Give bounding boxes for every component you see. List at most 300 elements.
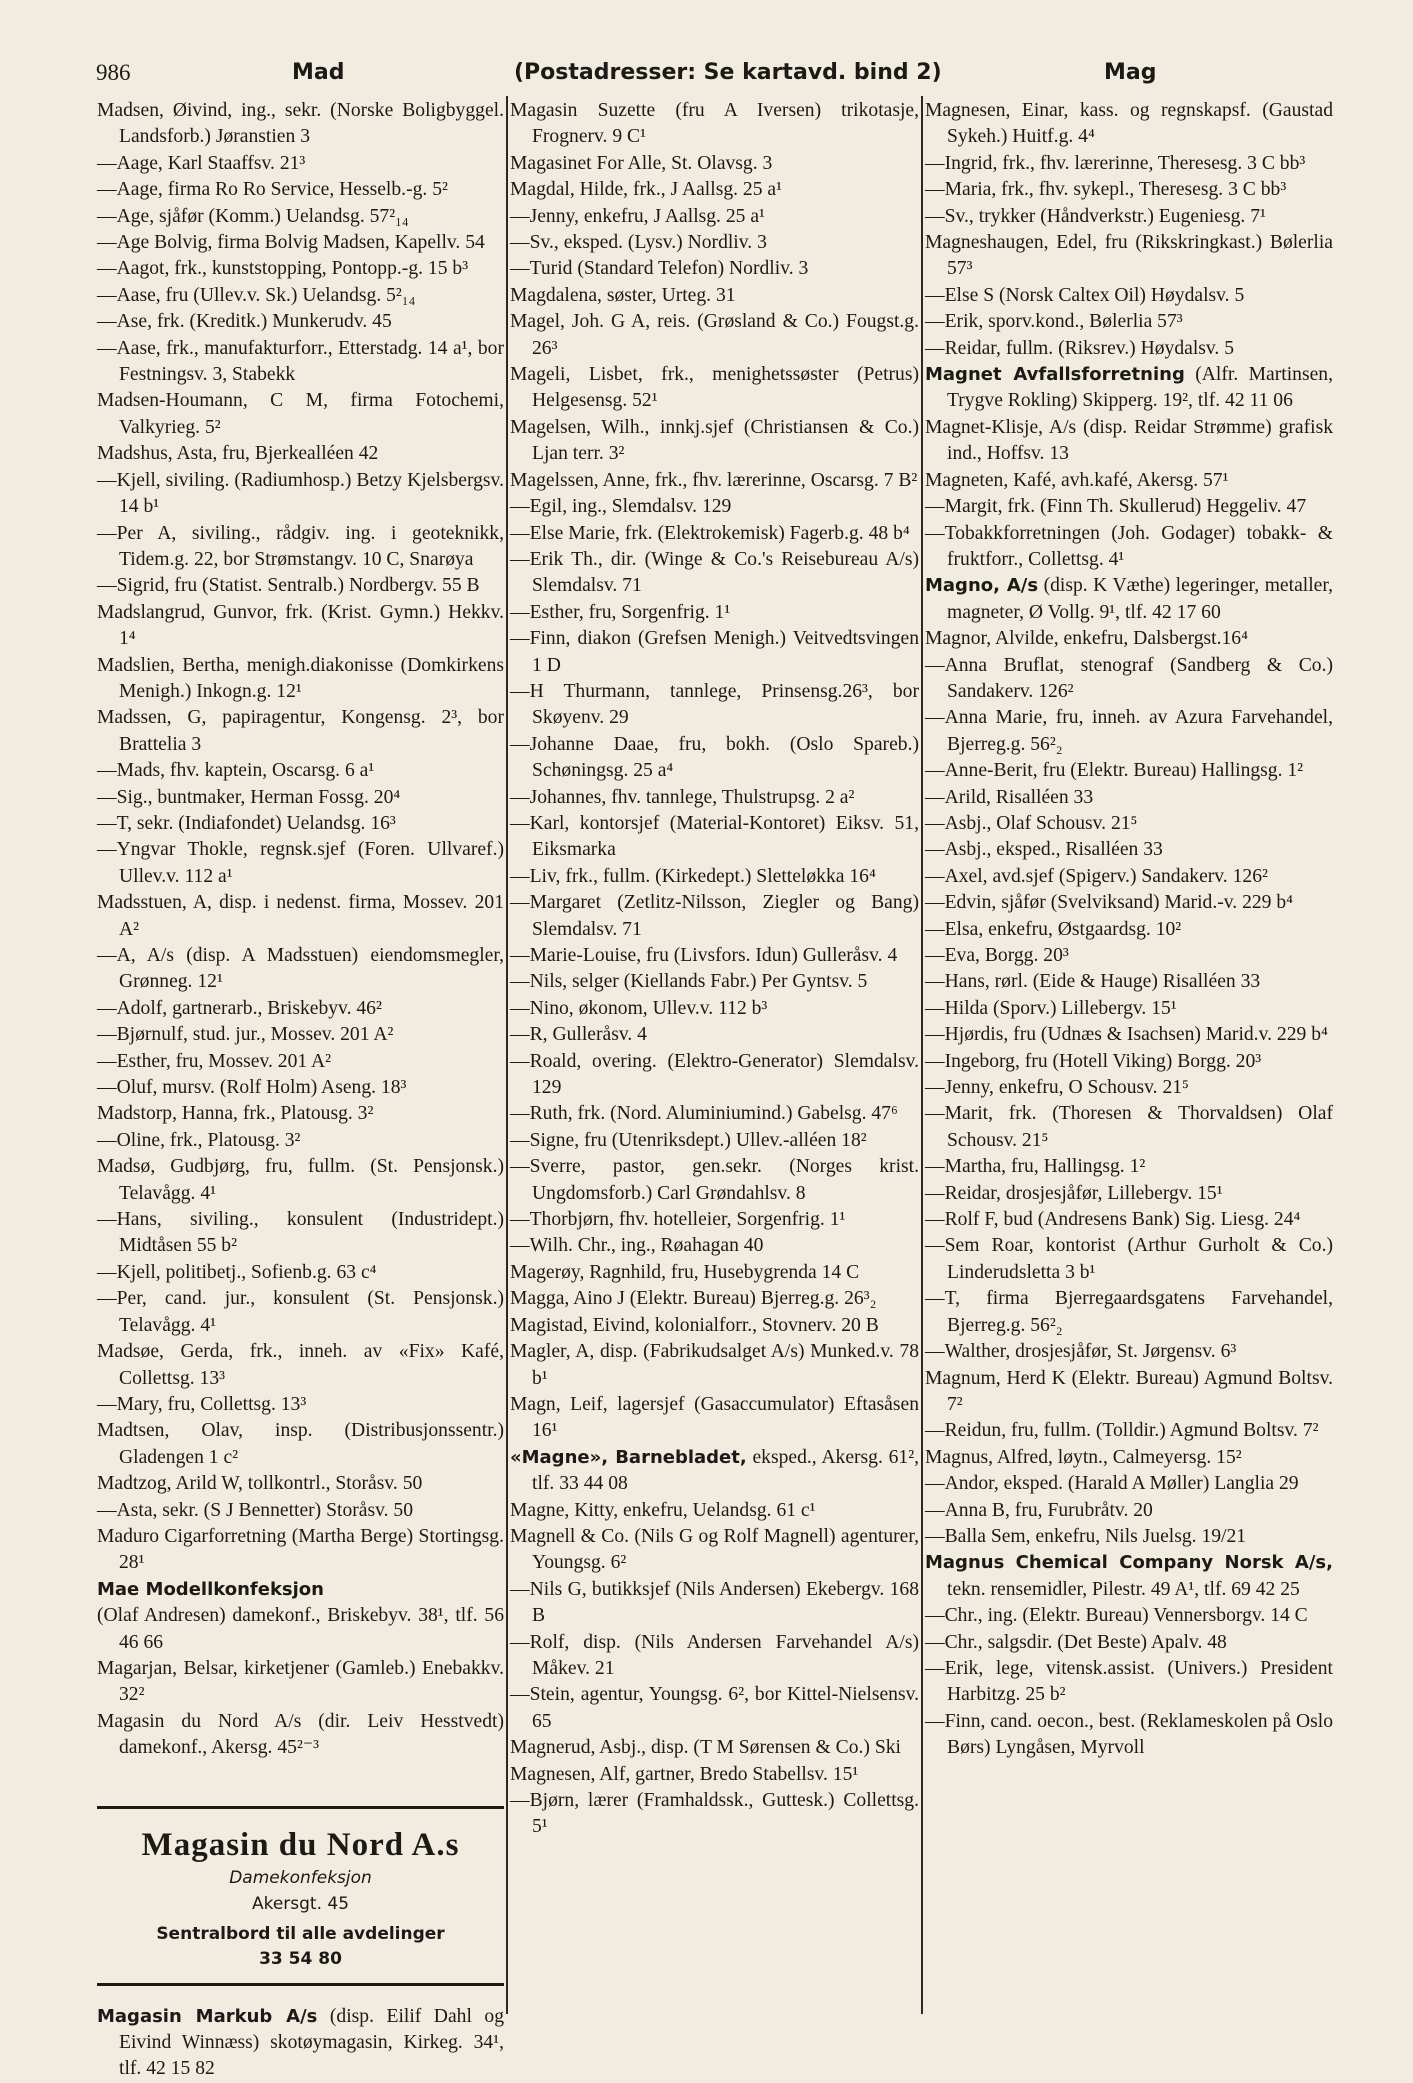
- directory-entry: [925, 1075, 1333, 1101]
- entry-text: (Alfr. Martinsen, Trygve Rokling) Skipperg. 19², tlf. 42 11 06: [947, 364, 1333, 412]
- entry-text: —Bjørnulf, stud. jur., Mossev. 201 A²: [97, 1024, 394, 1046]
- entry-text: Magasinet For Alle, St. Olavsg. 3: [510, 152, 773, 174]
- entry-text: Magdalena, søster, Urteg. 31: [510, 284, 736, 306]
- entry-text: —Andor, eksped. (Harald A Møller) Langlia 29: [925, 1473, 1299, 1495]
- directory-entry: [97, 336, 504, 389]
- directory-entry: [925, 1709, 1333, 1762]
- directory-entry: [510, 1128, 919, 1154]
- directory-entry: [510, 996, 919, 1022]
- entry-text: —Marie-Louise, fru (Livsfors. Idun) Gulleråsv. 4: [510, 945, 898, 966]
- ad-title: Magasin du Nord A.s: [141, 1826, 460, 1863]
- entry-text: —Martha, fru, Hallingsg. 1²: [925, 1156, 1146, 1178]
- entry-text: —A, A/s (disp. A Madsstuen) eiendomsmegler, Grønneg. 12¹: [97, 945, 504, 993]
- directory-entry: [925, 1418, 1333, 1444]
- directory-entry: [510, 283, 919, 309]
- directory-entry: [925, 1049, 1333, 1075]
- directory-entry: [97, 600, 504, 653]
- entry-text: —Hans, siviling., konsulent (Industridept.) Midtåsen 55 b²: [97, 1209, 504, 1257]
- entry-text: —Chr., salgsdir. (Det Beste) Apalv. 48: [925, 1631, 1227, 1653]
- directory-entry: [925, 1207, 1333, 1233]
- directory-entry: [97, 943, 504, 996]
- entry-text: Magarjan, Belsar, kirketjener (Gamleb.) Enebakkv. 32²: [97, 1657, 504, 1706]
- column-divider: [921, 96, 923, 2014]
- directory-entry: [510, 1286, 919, 1312]
- directory-entry: [97, 441, 504, 467]
- column-1-tail-entries: [97, 2004, 504, 2083]
- entry-text: —Nino, økonom, Ullev.v. 112 b³: [510, 997, 768, 1019]
- column-divider: [506, 96, 508, 2014]
- entry-text: —Rolf, disp. (Nils Andersen Farvehandel A/s) Måkev. 21: [510, 1631, 919, 1679]
- entry-text: Madsen, Øivind, ing., sekr. (Norske Boligbyggel. Landsforb.) Jøranstien 3: [97, 100, 504, 148]
- entry-text: —R, Gulleråsv. 4: [510, 1024, 647, 1046]
- directory-entry: [510, 1445, 919, 1498]
- entry-text: —Asta, sekr. (S J Bennetter) Storåsv. 50: [97, 1499, 413, 1521]
- entry-text: —Sv., trykker (Håndverkstr.) Eugeniesg. 7¹: [925, 205, 1266, 227]
- directory-entry: [510, 1630, 919, 1683]
- column-2-entries: [510, 98, 919, 1841]
- directory-entry: [97, 1498, 504, 1524]
- directory-entry: [925, 890, 1333, 916]
- entry-text: —Karl, kontorsjef (Material-Kontoret) Eiksv. 51, Eiksmarka: [510, 812, 919, 861]
- entry-text: —Asbj., eksped., Risalléen 33: [925, 839, 1163, 861]
- directory-entry: [510, 468, 919, 494]
- directory-entry: [925, 1366, 1333, 1419]
- column-2: [510, 98, 919, 2013]
- directory-entry: [510, 969, 919, 995]
- entry-text: —Nils, selger (Kiellands Fabr.) Per Gyntsv. 5: [510, 971, 868, 993]
- directory-entry: [925, 943, 1333, 969]
- entry-text: Mageli, Lisbet, frk., menighetssøster (Petrus) Helgesensg. 52¹: [510, 364, 919, 412]
- entry-text: —Else Marie, frk. (Elektrokemisk) Fagerb.g. 48 b⁴: [510, 522, 910, 544]
- directory-entry: [97, 837, 504, 890]
- entry-text: tekn. rensemidler, Pilestr. 49 A¹, tlf. 69 42 25: [947, 1578, 1300, 1600]
- directory-entry: [510, 1682, 919, 1735]
- entry-text: Magneten, Kafé, avh.kafé, Akersg. 57¹: [925, 469, 1229, 491]
- directory-entry: [97, 1577, 504, 1603]
- directory-entry: [97, 1260, 504, 1286]
- entry-text: —Finn, cand. oecon., best. (Reklameskolen på Oslo Børs) Lyngåsen, Myrvoll: [925, 1710, 1333, 1759]
- entry-text: —Jenny, enkefru, J Aallsg. 25 a¹: [510, 205, 765, 227]
- directory-entry: [97, 2004, 504, 2083]
- directory-entry: [925, 1603, 1333, 1629]
- entry-text: Magne, Kitty, enkefru, Uelandsg. 61 c¹: [510, 1499, 816, 1521]
- header-right-guideword: Mag: [1104, 60, 1157, 85]
- directory-entry: [925, 1630, 1333, 1656]
- entry-text: —Hans, rørl. (Eide & Hauge) Risalléen 33: [925, 971, 1261, 993]
- directory-entry: [510, 943, 919, 969]
- directory-entry: [510, 309, 919, 362]
- directory-entry: [925, 573, 1333, 626]
- directory-entry: [97, 177, 504, 203]
- entry-text: Magneshaugen, Edel, fru (Rikskringkast.) Bølerlia 57³: [925, 232, 1333, 280]
- directory-entry: [510, 177, 919, 203]
- directory-entry: [97, 758, 504, 784]
- entry-text: Magnell & Co. (Nils G og Rolf Magnell) agenturer, Youngsg. 6²: [510, 1525, 919, 1574]
- directory-entry: [925, 1445, 1333, 1471]
- entry-text: —Turid (Standard Telefon) Nordliv. 3: [510, 258, 809, 280]
- entry-text: —Walther, drosjesjåfør, St. Jørgensv. 6³: [925, 1341, 1237, 1363]
- directory-entry: [510, 1260, 919, 1286]
- entry-text: —Aase, fru (Ullev.v. Sk.) Uelandsg. 5²₁₄: [97, 284, 416, 306]
- directory-entry: [510, 1154, 919, 1207]
- directory-entry: [97, 1471, 504, 1497]
- directory-entry: [97, 785, 504, 811]
- entry-text: Magn, Leif, lagersjef (Gasaccumulator) Eftasåsen 16¹: [510, 1393, 919, 1442]
- entry-text: —Anna Bruflat, stenograf (Sandberg & Co.) Sandakerv. 126²: [925, 654, 1333, 702]
- entry-text: —Oluf, mursv. (Rolf Holm) Aseng. 18³: [97, 1077, 407, 1099]
- directory-entry: [510, 1207, 919, 1233]
- directory-entry: [925, 494, 1333, 520]
- entry-text: Madtsen, Olav, insp. (Distribusjonssentr.) Gladengen 1 c²: [97, 1420, 504, 1468]
- directory-entry: [510, 1392, 919, 1445]
- entry-text: —Margit, frk. (Finn Th. Skullerud) Heggeliv. 47: [925, 496, 1307, 518]
- entry-text: —Wilh. Chr., ing., Røahagan 40: [510, 1235, 764, 1257]
- entry-text: —Signe, fru (Utenriksdept.) Ullev.-alléen 18²: [510, 1129, 867, 1151]
- entry-text: —Ase, frk. (Kreditk.) Munkerudv. 45: [97, 311, 392, 333]
- entry-text: Magel, Joh. G A, reis. (Grøsland & Co.) Fougst.g. 26³: [510, 311, 919, 359]
- entry-text: —Erik, lege, vitensk.assist. (Univers.) President Harbitzg. 25 b²: [925, 1657, 1333, 1706]
- entry-text: Magler, A, disp. (Fabrikudsalget A/s) Munked.v. 78 b¹: [510, 1341, 919, 1389]
- entry-text: —Sv., eksped. (Lysv.) Nordliv. 3: [510, 232, 767, 254]
- entry-text: —Jenny, enkefru, O Schousv. 21⁵: [925, 1077, 1189, 1099]
- directory-entry: [925, 1550, 1333, 1603]
- entry-text: —Anna Marie, fru, inneh. av Azura Farvehandel, Bjerreg.g. 56²₂: [925, 707, 1333, 755]
- entry-bold-name: Magnus Chemical Company Norsk A/s,: [925, 1552, 1333, 1574]
- entry-text: —Reidun, fru, fullm. (Tolldir.) Agmund Boltsv. 7²: [925, 1420, 1319, 1442]
- directory-entry: [925, 1233, 1333, 1286]
- directory-entry: [97, 890, 504, 943]
- entry-text: —Johanne Daae, fru, bokh. (Oslo Spareb.) Schøningsg. 25 a⁴: [510, 733, 919, 782]
- directory-entry: [925, 309, 1333, 335]
- entry-text: Madslangrud, Gunvor, frk. (Krist. Gymn.) Hekkv. 1⁴: [97, 601, 504, 650]
- directory-entry: [510, 204, 919, 230]
- column-3: [925, 98, 1333, 2013]
- entry-text: —Aagot, frk., kunststopping, Pontopp.-g. 15 b³: [97, 258, 469, 280]
- entry-text: Madsen-Houmann, C M, firma Fotochemi, Valkyrieg. 5²: [97, 390, 504, 438]
- entry-text: Madsø, Gudbjørg, fru, fullm. (St. Pensjonsk.) Telavågg. 4¹: [97, 1156, 504, 1204]
- entry-text: —Sig., buntmaker, Herman Fossg. 20⁴: [97, 786, 401, 808]
- directory-entry: [97, 1128, 504, 1154]
- directory-entry: [97, 98, 504, 151]
- directory-entry: [97, 309, 504, 335]
- entry-text: —Hilda (Sporv.) Lillebergv. 15¹: [925, 997, 1177, 1019]
- directory-entry: [925, 811, 1333, 837]
- directory-entry: [510, 1762, 919, 1788]
- directory-entry: [510, 1233, 919, 1259]
- entry-text: —Aage, firma Ro Ro Service, Hesselb.-g. 5²: [97, 179, 448, 201]
- entry-bold-name: Magnet Avfallsforretning: [925, 364, 1185, 386]
- directory-entry: [925, 1524, 1333, 1550]
- entry-text: Madstorp, Hanna, frk., Platousg. 3²: [97, 1103, 374, 1125]
- directory-entry: [510, 1735, 919, 1761]
- directory-entry: [97, 1656, 504, 1709]
- directory-entry: [510, 732, 919, 785]
- entry-text: Madsstuen, A, disp. i nedenst. firma, Mossev. 201 A²: [97, 892, 504, 940]
- entry-text: —Kjell, siviling. (Radiumhosp.) Betzy Kjelsbergsv. 14 b¹: [97, 469, 504, 518]
- entry-text: —Chr., ing. (Elektr. Bureau) Vennersborgv. 14 C: [925, 1605, 1308, 1627]
- entry-text: Madssen, G, papiragentur, Kongensg. 2³, bor Brattelia 3: [97, 707, 504, 755]
- directory-entry: [925, 1471, 1333, 1497]
- entry-text: Magnerud, Asbj., disp. (T M Sørensen & Co.) Ski: [510, 1737, 901, 1759]
- entry-text: Magerøy, Ragnhild, fru, Husebygrenda 14 C: [510, 1261, 860, 1283]
- directory-entry: [97, 230, 504, 256]
- directory-entry: [97, 996, 504, 1022]
- directory-entry: [510, 890, 919, 943]
- entry-text: —Ingrid, frk., fhv. lærerinne, Theresesg. 3 C bb³: [925, 152, 1306, 174]
- directory-entry: [510, 600, 919, 626]
- entry-text: —Yngvar Thokle, regnsk.sjef (Foren. Ullvaref.) Ullev.v. 112 a¹: [97, 839, 504, 887]
- directory-entry: [97, 1075, 504, 1101]
- directory-entry: [97, 1207, 504, 1260]
- entry-text: —Marit, frk. (Thoresen & Thorvaldsen) Olaf Schousv. 21⁵: [925, 1103, 1333, 1151]
- directory-entry: [925, 204, 1333, 230]
- entry-text: Magistad, Eivind, kolonialforr., Stovnerv. 20 B: [510, 1314, 879, 1336]
- entry-text: —Johannes, fhv. tannlege, Thulstrupsg. 2 a²: [510, 786, 855, 808]
- directory-entry: [925, 151, 1333, 177]
- directory-entry: [925, 362, 1333, 415]
- entry-text: (disp. Eilif Dahl og Eivind Winnæss) skotøymagasin, Kirkeg. 34¹, tlf. 42 15 82: [119, 2005, 504, 2080]
- directory-entry: [510, 1788, 919, 1841]
- directory-entry: [510, 98, 919, 151]
- entry-bold-name: «Magne», Barnebladet,: [510, 1446, 747, 1468]
- entry-text: —Stein, agentur, Youngsg. 6², bor Kittel-Nielsensv. 65: [510, 1684, 919, 1732]
- directory-entry: [510, 1339, 919, 1392]
- advertisement-box: [97, 1806, 504, 1986]
- directory-entry: [510, 679, 919, 732]
- directory-entry: [925, 1101, 1333, 1154]
- entry-text: —Else S (Norsk Caltex Oil) Høydalsv. 5: [925, 284, 1245, 306]
- entry-text: —Erik, sporv.kond., Bølerlia 57³: [925, 311, 1183, 333]
- entry-text: —Per, cand. jur., konsulent (St. Pensjonsk.) Telavågg. 4¹: [97, 1288, 504, 1336]
- directory-entry: [925, 336, 1333, 362]
- directory-entry: [925, 283, 1333, 309]
- directory-entry: [97, 151, 504, 177]
- directory-entry: [510, 521, 919, 547]
- directory-entry: [925, 177, 1333, 203]
- directory-entry: [510, 811, 919, 864]
- entry-text: —Mary, fru, Collettsg. 13³: [97, 1393, 307, 1415]
- header-left-guideword: Mad: [292, 60, 345, 85]
- entry-text: —Sigrid, fru (Statist. Sentralb.) Nordbergv. 55 B: [97, 575, 480, 597]
- directory-entry: [925, 785, 1333, 811]
- entry-text: —Thorbjørn, fhv. hotelleier, Sorgenfrig. 1¹: [510, 1209, 846, 1231]
- directory-entry: [510, 864, 919, 890]
- entry-text: —Balla Sem, enkefru, Nils Juelsg. 19/21: [925, 1525, 1247, 1547]
- directory-entry: [97, 1022, 504, 1048]
- directory-entry: [510, 1101, 919, 1127]
- directory-entry: [925, 1286, 1333, 1339]
- entry-text: Magdal, Hilde, frk., J Aallsg. 25 a¹: [510, 179, 782, 201]
- header-center-note: (Postadresser: Se kartavd. bind 2): [514, 60, 942, 85]
- entry-text: Magnus, Alfred, løytn., Calmeyersg. 15²: [925, 1446, 1242, 1468]
- directory-entry: [925, 1498, 1333, 1524]
- directory-entry: [510, 230, 919, 256]
- entry-text: —Arild, Risalléen 33: [925, 786, 1094, 808]
- directory-entry: [97, 705, 504, 758]
- directory-entry: [925, 969, 1333, 995]
- directory-entry: [925, 1181, 1333, 1207]
- entry-text: —Tobakkforretningen (Joh. Godager) tobakk- & fruktforr., Collettsg. 4¹: [925, 522, 1333, 570]
- entry-text: Mae Modellkonfeksjon: [97, 1578, 324, 1600]
- entry-text: —Hjørdis, fru (Udnæs & Isachsen) Marid.v. 229 b⁴: [925, 1024, 1328, 1046]
- directory-entry: [925, 1656, 1333, 1709]
- directory-entry: [925, 917, 1333, 943]
- directory-entry: [97, 573, 504, 599]
- entry-text: —Rolf F, bud (Andresens Bank) Sig. Liesg. 24⁴: [925, 1209, 1301, 1231]
- entry-text: —Ingeborg, fru (Hotell Viking) Borgg. 20³: [925, 1050, 1262, 1072]
- directory-entry: [97, 1709, 504, 1762]
- directory-entry: [97, 388, 504, 441]
- directory-entry: [510, 1524, 919, 1577]
- directory-entry: [925, 98, 1333, 151]
- directory-entry: [925, 1154, 1333, 1180]
- directory-entry: [510, 626, 919, 679]
- entry-bold-name: Magno, A/s: [925, 575, 1039, 597]
- directory-entry: [510, 1049, 919, 1102]
- entry-text: —Aase, frk., manufakturforr., Etterstadg. 14 a¹, bor Festningsv. 3, Stabekk: [97, 337, 504, 386]
- entry-text: Magnet-Klisje, A/s (disp. Reidar Strømme) grafisk ind., Hoffsv. 13: [925, 416, 1333, 465]
- ad-switchboard-line: Sentralbord til alle avdelinger: [156, 1923, 445, 1944]
- directory-entry: [925, 230, 1333, 283]
- entry-text: —Aage, Karl Staaffsv. 21³: [97, 152, 306, 174]
- directory-entry: [925, 758, 1333, 784]
- entry-text: (disp. K Væthe) legeringer, metaller, magneter, Ø Vollg. 9¹, tlf. 42 17 60: [947, 575, 1333, 623]
- entry-text: —Kjell, politibetj., Sofienb.g. 63 c⁴: [97, 1261, 377, 1283]
- directory-entry: [97, 1524, 504, 1577]
- directory-entry: [510, 547, 919, 600]
- entry-text: —Age, sjåfør (Komm.) Uelandsg. 57²₁₄: [97, 205, 409, 227]
- directory-entry: [925, 1339, 1333, 1365]
- entry-text: —Oline, frk., Platousg. 3²: [97, 1129, 301, 1151]
- entry-text: —Per A, siviling., rådgiv. ing. i geoteknikk, Tidem.g. 22, bor Strømstangv. 10 C, Snarøya: [97, 522, 504, 570]
- entry-text: eksped., Akersg. 61², tlf. 33 44 08: [532, 1446, 919, 1495]
- directory-entry: [510, 785, 919, 811]
- directory-entry: [925, 468, 1333, 494]
- directory-entry: [925, 626, 1333, 652]
- entry-text: Magnor, Alvilde, enkefru, Dalsbergst.16⁴: [925, 628, 1248, 650]
- entry-text: Maduro Cigarforretning (Martha Berge) Stortingsg. 28¹: [97, 1525, 504, 1574]
- entry-text: —Sverre, pastor, gen.sekr. (Norges krist. Ungdomsforb.) Carl Grøndahlsv. 8: [510, 1156, 919, 1204]
- directory-entry: [925, 1022, 1333, 1048]
- entry-text: —Axel, avd.sjef (Spigerv.) Sandakerv. 126²: [925, 865, 1268, 887]
- directory-entry: [97, 1286, 504, 1339]
- entry-text: Magnum, Herd K (Elektr. Bureau) Agmund Boltsv. 7²: [925, 1367, 1333, 1415]
- entry-text: —Elsa, enkefru, Østgaardsg. 10²: [925, 918, 1182, 940]
- directory-entry: [925, 653, 1333, 706]
- directory-entry: [510, 1022, 919, 1048]
- directory-entry: [925, 415, 1333, 468]
- directory-entry: [510, 1577, 919, 1630]
- directory-entry: [97, 653, 504, 706]
- entry-bold-name: Magasin Markub A/s: [97, 2005, 318, 2027]
- directory-entry: [97, 1049, 504, 1075]
- directory-entry: [510, 494, 919, 520]
- entry-text: Magasin du Nord A/s (dir. Leiv Hesstvedt) damekonf., Akersg. 45²⁻³: [97, 1710, 504, 1759]
- entry-text: Magasin Suzette (fru A Iversen) trikotasje, Frognerv. 9 C¹: [510, 100, 919, 148]
- directory-entry: [510, 1498, 919, 1524]
- directory-entry: [925, 837, 1333, 863]
- entry-text: —Sem Roar, kontorist (Arthur Gurholt & Co.) Linderudsletta 3 b¹: [925, 1235, 1333, 1283]
- entry-text: —Erik Th., dir. (Winge & Co.'s Reisebureau A/s) Slemdalsv. 71: [510, 548, 919, 597]
- entry-text: Magelssen, Anne, frk., fhv. lærerinne, Oscarsg. 7 B²: [510, 469, 918, 491]
- directory-entry: [925, 521, 1333, 574]
- entry-text: —Reidar, drosjesjåfør, Lillebergv. 15¹: [925, 1182, 1223, 1204]
- entry-text: (Olaf Andresen) damekonf., Briskebyv. 38¹, tlf. 56 46 66: [97, 1605, 504, 1653]
- directory-entry: [97, 1339, 504, 1392]
- entry-text: —Eva, Borgg. 20³: [925, 945, 1069, 966]
- entry-text: Madslien, Bertha, menigh.diakonisse (Domkirkens Menigh.) Inkogn.g. 12¹: [97, 654, 504, 702]
- page-header: [96, 56, 1336, 96]
- entry-text: —Bjørn, lærer (Framhaldssk., Guttesk.) Collettsg. 5¹: [510, 1790, 919, 1838]
- directory-entry: [925, 996, 1333, 1022]
- directory-entry: [510, 256, 919, 282]
- entry-text: —T, sekr. (Indiafondet) Uelandsg. 16³: [97, 812, 396, 834]
- directory-entry: [97, 468, 504, 521]
- directory-entry: [925, 705, 1333, 758]
- entry-text: —Nils G, butikksjef (Nils Andersen) Ekebergv. 168 B: [510, 1578, 919, 1627]
- page-number: 986: [96, 60, 131, 85]
- ad-subtitle: Damekonfeksjon: [229, 1867, 372, 1888]
- entry-text: —Anna B, fru, Furubråtv. 20: [925, 1499, 1153, 1521]
- entry-text: —Liv, frk., fullm. (Kirkedept.) Sletteløkka 16⁴: [510, 865, 876, 887]
- column-3-entries: [925, 98, 1333, 1762]
- ad-phone: 33 54 80: [259, 1948, 342, 1969]
- entry-text: Madshus, Asta, fru, Bjerkealléen 42: [97, 443, 379, 465]
- entry-text: —Edvin, sjåfør (Svelviksand) Marid.-v. 229 b⁴: [925, 892, 1293, 914]
- entry-text: —Esther, fru, Mossev. 201 A²: [97, 1050, 332, 1072]
- entry-text: Magnesen, Alf, gartner, Bredo Stabellsv. 15¹: [510, 1763, 859, 1785]
- entry-text: —Age Bolvig, firma Bolvig Madsen, Kapellv. 54: [97, 232, 485, 254]
- entry-text: Madsøe, Gerda, frk., inneh. av «Fix» Kafé, Collettsg. 13³: [97, 1341, 504, 1389]
- column-1: [97, 98, 504, 2080]
- directory-entry: [97, 1418, 504, 1471]
- directory-entry: [97, 811, 504, 837]
- entry-text: —Asbj., Olaf Schousv. 21⁵: [925, 812, 1138, 834]
- directory-entry: [97, 204, 504, 230]
- entry-text: Madtzog, Arild W, tollkontrl., Storåsv. 50: [97, 1473, 423, 1495]
- directory-entry: [97, 283, 504, 309]
- column-1-entries: [97, 98, 504, 1762]
- ad-address: Akersgt. 45: [251, 1893, 350, 1914]
- entry-text: Magga, Aino J (Elektr. Bureau) Bjerreg.g. 26³₂: [510, 1288, 877, 1310]
- directory-entry: [97, 256, 504, 282]
- directory-entry: [510, 415, 919, 468]
- entry-text: —Anne-Berit, fru (Elektr. Bureau) Hallingsg. 1²: [925, 760, 1304, 782]
- entry-text: —Mads, fhv. kaptein, Oscarsg. 6 a¹: [97, 760, 375, 782]
- directory-entry: [510, 151, 919, 177]
- entry-text: —Ruth, frk. (Nord. Aluminiumind.) Gabelsg. 47⁶: [510, 1103, 898, 1125]
- directory-entry: [97, 1154, 504, 1207]
- directory-entry: [97, 1101, 504, 1127]
- entry-text: —Margaret (Zetlitz-Nilsson, Ziegler og Bang) Slemdalsv. 71: [510, 892, 919, 940]
- directory-entry: [510, 1313, 919, 1339]
- entry-text: Magelsen, Wilh., innkj.sjef (Christiansen & Co.) Ljan terr. 3²: [510, 416, 919, 465]
- entry-text: Magnesen, Einar, kass. og regnskapsf. (Gaustad Sykeh.) Huitf.g. 4⁴: [925, 100, 1333, 148]
- entry-text: —Roald, overing. (Elektro-Generator) Slemdalsv. 129: [510, 1050, 919, 1099]
- entry-text: —Maria, frk., fhv. sykepl., Theresesg. 3 C bb³: [925, 179, 1287, 201]
- entry-text: —Reidar, fullm. (Riksrev.) Høydalsv. 5: [925, 337, 1235, 359]
- entry-text: —Finn, diakon (Grefsen Menigh.) Veitvedtsvingen 1 D: [510, 628, 919, 676]
- directory-entry: [925, 864, 1333, 890]
- directory-entry: [510, 362, 919, 415]
- directory-entry: [97, 521, 504, 574]
- entry-text: —Esther, fru, Sorgenfrig. 1¹: [510, 601, 731, 623]
- entry-text: —T, firma Bjerregaardsgatens Farvehandel, Bjerreg.g. 56²₂: [925, 1288, 1333, 1336]
- entry-text: —Egil, ing., Slemdalsv. 129: [510, 496, 732, 518]
- entry-text: —Adolf, gartnerarb., Briskebyv. 46²: [97, 997, 382, 1019]
- directory-entry: [97, 1603, 504, 1656]
- entry-text: —H Thurmann, tannlege, Prinsensg.26³, bor Skøyenv. 29: [510, 680, 919, 729]
